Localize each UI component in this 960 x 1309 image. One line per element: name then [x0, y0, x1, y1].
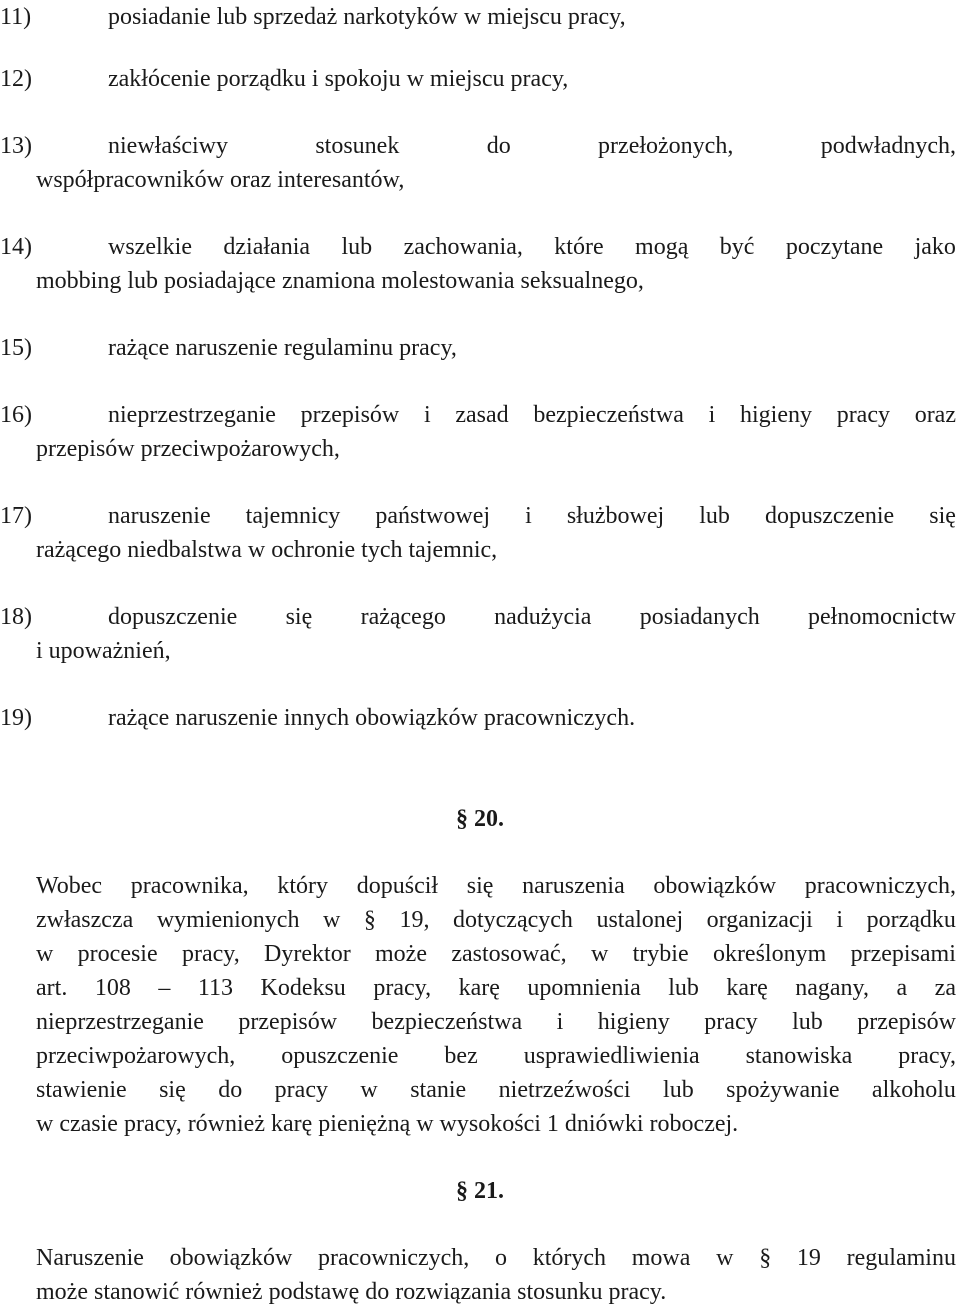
item-text-line-1: nieprzestrzeganie przepisów i zasad bezpieczeństwa i higieny pracy oraz: [108, 402, 956, 428]
item-text-line-2: współpracowników oraz interesantów,: [36, 167, 405, 193]
item-number: 16): [0, 402, 32, 428]
para-line: art. 108 – 113 Kodeksu pracy, karę upomnienia lub karę nagany, a za: [36, 975, 956, 1001]
item-text-line-2: mobbing lub posiadające znamiona molestowania seksualnego,: [36, 268, 644, 294]
item-text-line-2: rażącego niedbalstwa w ochronie tych tajemnic,: [36, 537, 498, 563]
word: do: [486, 133, 511, 159]
item-text-line-2: przepisów przeciwpożarowych,: [36, 436, 340, 462]
item-number: 17): [0, 503, 32, 529]
item-text: rażące naruszenie innych obowiązków pracowniczych.: [108, 705, 636, 731]
item-text: posiadanie lub sprzedaż narkotyków w miejscu pracy,: [108, 4, 626, 30]
item-text-line-1: naruszenie tajemnicy państwowej i służbowej lub dopuszczenie się: [108, 503, 956, 529]
section-20-heading: § 20.: [456, 806, 504, 832]
item-text-line-2: i upoważnień,: [36, 638, 171, 664]
para-line-last: w czasie pracy, również karę pieniężną w wysokości 1 dniówki roboczej.: [36, 1111, 739, 1137]
word: przełożonych,: [598, 133, 734, 159]
para-line: stawienie się do pracy w stanie nietrzeźwości lub spożywanie alkoholu: [36, 1077, 956, 1103]
word: stosunek: [315, 133, 400, 159]
para-line: Wobec pracownika, który dopuścił się naruszenia obowiązków pracowniczych,: [36, 873, 956, 899]
item-text: rażące naruszenie regulaminu pracy,: [108, 335, 457, 361]
word: niewłaściwy: [108, 133, 228, 159]
para-line: zwłaszcza wymienionych w § 19, dotyczących ustalonej organizacji i porządku: [36, 907, 956, 933]
para-line-last: może stanowić również podstawę do rozwiązania stosunku pracy.: [36, 1279, 667, 1305]
word: podwładnych,: [820, 133, 956, 159]
item-number: 12): [0, 66, 32, 92]
item-text-line-1: [108, 129, 956, 163]
item-number: 14): [0, 234, 32, 260]
para-line: przeciwpożarowych, opuszczenie bez usprawiedliwienia stanowiska pracy,: [36, 1043, 956, 1069]
item-text: zakłócenie porządku i spokoju w miejscu pracy,: [108, 66, 569, 92]
para-line: nieprzestrzeganie przepisów bezpieczeństwa i higieny pracy lub przepisów: [36, 1009, 956, 1035]
item-number: 19): [0, 705, 32, 731]
para-line: Naruszenie obowiązków pracowniczych, o których mowa w § 19 regulaminu: [36, 1245, 956, 1271]
section-21-heading: § 21.: [456, 1178, 504, 1204]
item-number: 13): [0, 133, 32, 159]
para-line: w procesie pracy, Dyrektor może zastosować, w trybie określonym przepisami: [36, 941, 956, 967]
item-text-line-1: wszelkie działania lub zachowania, które mogą być poczytane jako: [108, 234, 956, 260]
item-number: 11): [0, 4, 32, 30]
item-number: 18): [0, 604, 32, 630]
item-number: 15): [0, 335, 32, 361]
item-text-line-1: dopuszczenie się rażącego nadużycia posiadanych pełnomocnictw: [108, 604, 956, 630]
